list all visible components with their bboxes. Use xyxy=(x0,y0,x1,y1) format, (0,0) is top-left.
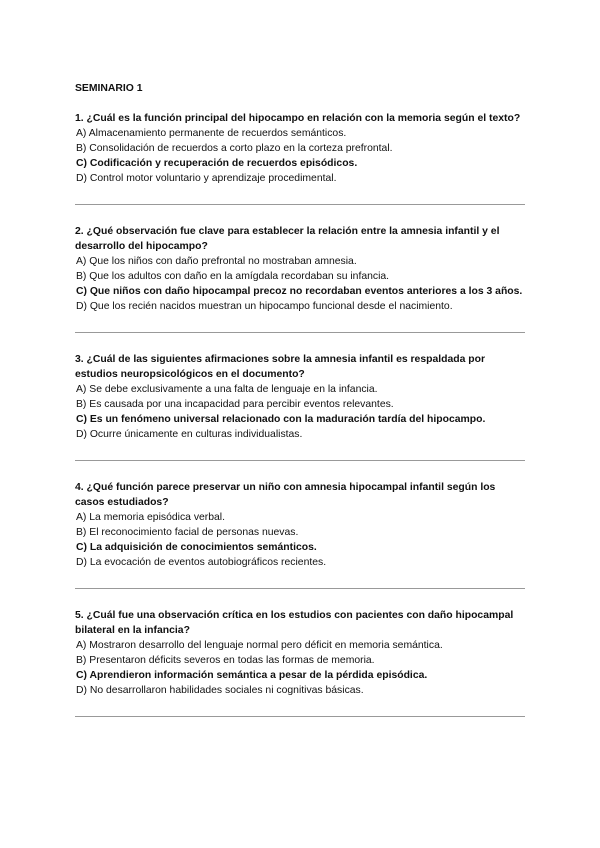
answer-option: A) Mostraron desarrollo del lenguaje normal pero déficit en memoria semántica. xyxy=(76,640,443,651)
answer-option: D) Que los recién nacidos muestran un hipocampo funcional desde el nacimiento. xyxy=(76,301,453,312)
answer-option: A) La memoria episódica verbal. xyxy=(76,512,226,523)
question-text: 3. ¿Cuál de las siguientes afirmaciones sobre la amnesia infantil es respaldada por estudios neuropsicológicos en el documento? xyxy=(75,354,485,380)
answer-option: D) No desarrollaron habilidades sociales ni cognitivas básicas. xyxy=(76,685,364,696)
answer-option: B) Es causada por una incapacidad para percibir eventos relevantes. xyxy=(76,399,394,410)
correct-answer-option: C) La adquisición de conocimientos semánticos. xyxy=(76,542,317,553)
question-text: 4. ¿Qué función parece preservar un niño con amnesia hipocampal infantil según los casos estudiados? xyxy=(75,482,496,508)
answer-option: B) El reconocimiento facial de personas nuevas. xyxy=(76,527,299,538)
question-block xyxy=(75,352,525,461)
document-content xyxy=(75,81,525,736)
divider xyxy=(75,332,525,333)
correct-answer-option: C) Aprendieron información semántica a pesar de la pérdida episódica. xyxy=(76,670,428,681)
divider xyxy=(75,716,525,717)
divider xyxy=(75,204,525,205)
answer-option: D) Ocurre únicamente en culturas individualistas. xyxy=(76,429,303,440)
answer-option: B) Que los adultos con daño en la amígdala recordaban su infancia. xyxy=(76,271,390,282)
document-title: SEMINARIO 1 xyxy=(75,83,143,94)
answer-option: A) Que los niños con daño prefrontal no mostraban amnesia. xyxy=(76,256,357,267)
answer-option: D) La evocación de eventos autobiográficos recientes. xyxy=(76,557,327,568)
answer-option: B) Presentaron déficits severos en todas las formas de memoria. xyxy=(76,655,375,666)
question-block xyxy=(75,480,525,589)
correct-answer-option: C) Codificación y recuperación de recuerdos episódicos. xyxy=(76,158,358,169)
answer-option: A) Almacenamiento permanente de recuerdos semánticos. xyxy=(76,128,347,139)
divider xyxy=(75,588,525,589)
divider xyxy=(75,460,525,461)
correct-answer-option: C) Es un fenómeno universal relacionado con la maduración tardía del hipocampo. xyxy=(76,414,486,425)
question-block xyxy=(75,608,525,717)
correct-answer-option: C) Que niños con daño hipocampal precoz no recordaban eventos anteriores a los 3 años. xyxy=(76,286,523,297)
question-text: 5. ¿Cuál fue una observación crítica en los estudios con pacientes con daño hipocampal bilateral en la infancia? xyxy=(75,610,514,636)
answer-option: B) Consolidación de recuerdos a corto plazo en la corteza prefrontal. xyxy=(76,143,393,154)
question-block xyxy=(75,111,525,205)
question-text: 1. ¿Cuál es la función principal del hipocampo en relación con la memoria según el texto? xyxy=(75,113,521,124)
answer-option: D) Control motor voluntario y aprendizaje procedimental. xyxy=(76,173,337,184)
question-text: 2. ¿Qué observación fue clave para establecer la relación entre la amnesia infantil y el desarrollo del hipocampo? xyxy=(75,226,500,252)
answer-option: A) Se debe exclusivamente a una falta de lenguaje en la infancia. xyxy=(76,384,378,395)
question-block xyxy=(75,224,525,333)
